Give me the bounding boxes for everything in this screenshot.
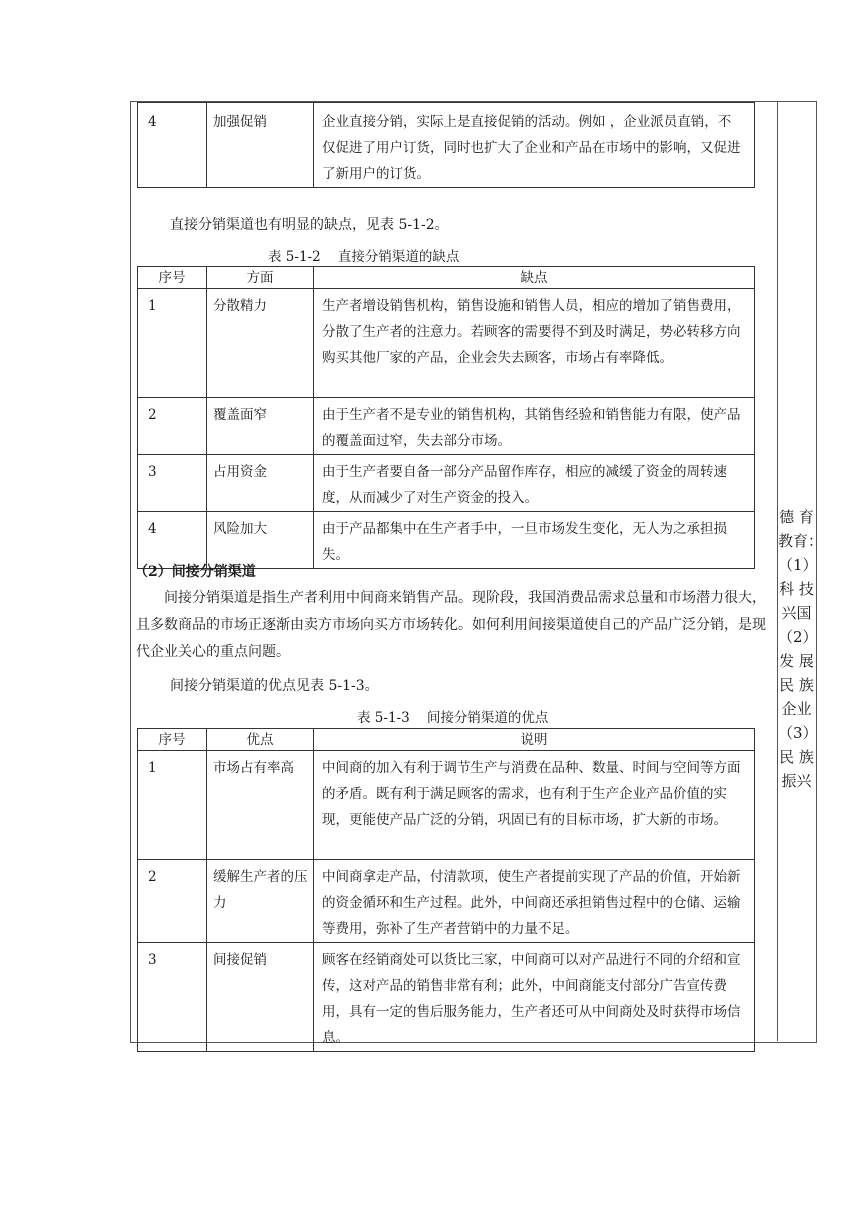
row-aspect: 间接促销 (207, 943, 314, 1052)
side-note-line: （1） (778, 556, 818, 574)
row-text: 由于产品都集中在生产者手中，一旦市场发生变化，无人为之承担损失。 (314, 512, 755, 569)
header-number: 序号 (138, 729, 207, 751)
row-text: 生产者增设销售机构，销售设施和销售人员，相应的增加了销售费用，分散了生产者的注意力。若顾客的需要得不到及时满足，势必转移方向购买其他厂家的产品，企业会失去顾客，市场占有率降低。 (314, 289, 755, 398)
row-text: 企业直接分销，实际上是直接促销的活动。例如 ，企业派员直销，不仅促进了用户订货，同时也扩大了企业和产品在市场中的影响，又促进了新用户的订货。 (314, 103, 755, 188)
table-direct-disadvantages (137, 266, 755, 569)
header-aspect: 优点 (207, 729, 314, 751)
row-aspect: 分散精力 (207, 289, 314, 398)
table-row (138, 751, 755, 860)
table-row (138, 103, 755, 188)
header-text: 说明 (314, 729, 755, 751)
row-text: 中间商拿走产品，付清款项，使生产者提前实现了产品的价值，开始新的资金循环和生产过程。此外，中间商还承担销售过程中的仓储、运输等费用，弥补了生产者营销中的力量不足。 (314, 860, 755, 943)
row-text: 由于生产者要自备一部分产品留作库存，相应的减缓了资金的周转速度，从而减少了对生产资金的投入。 (314, 455, 755, 512)
table2-caption: 表 5-1-2 直接分销渠道的缺点 (268, 249, 460, 265)
side-note-line: 科 技 (779, 580, 814, 598)
side-note-line: 德 育 (779, 508, 814, 526)
side-note-line: 民 族 (779, 748, 814, 766)
table-row (138, 398, 755, 455)
row-number: 3 (138, 943, 207, 1052)
side-note-line: （2） (778, 628, 818, 646)
header-aspect: 方面 (207, 267, 314, 289)
header-number: 序号 (138, 267, 207, 289)
header-text: 缺点 (314, 267, 755, 289)
side-note-line: （3） (778, 724, 818, 742)
table-indirect-advantages (137, 728, 755, 1052)
table-row (138, 455, 755, 512)
side-note-line: 教育： (778, 532, 824, 550)
row-aspect: 风险加大 (207, 512, 314, 569)
row-text: 由于生产者不是专业的销售机构，其销售经验和销售能力有限，使产品的覆盖面过窄，失去部分市场。 (314, 398, 755, 455)
side-note-line: 兴国 (781, 604, 812, 622)
paragraph-direct-disadvantages: 直接分销渠道也有明显的缺点，见表 5-1-2。 (170, 217, 449, 233)
table-row (138, 943, 755, 1052)
row-aspect: 缓解生产者的压力 (207, 860, 314, 943)
row-number: 2 (138, 860, 207, 943)
table-header-row (138, 267, 755, 289)
row-number: 1 (138, 751, 207, 860)
row-aspect: 市场占有率高 (207, 751, 314, 860)
table-row (138, 860, 755, 943)
row-number: 4 (138, 103, 207, 188)
table3-caption: 表 5-1-3 间接分销渠道的优点 (357, 710, 549, 726)
paragraph-indirect-channel: 间接分销渠道是指生产者利用中间商来销售产品。现阶段，我国消费品需求总量和市场潜力很大，且多数商品的市场正逐渐由卖方市场向买方市场转化。如何利用间接渠道使自己的产品广泛分销，是现代企业关心的重点问题。 (136, 590, 766, 660)
row-aspect: 加强促销 (207, 103, 314, 188)
row-number: 2 (138, 398, 207, 455)
row-aspect: 覆盖面窄 (207, 398, 314, 455)
section-heading-indirect: （2）间接分销渠道 (134, 564, 256, 580)
table-row (138, 512, 755, 569)
row-number: 1 (138, 289, 207, 398)
row-number: 3 (138, 455, 207, 512)
row-aspect: 占用资金 (207, 455, 314, 512)
table-row (138, 289, 755, 398)
side-note-line: 发 展 (779, 652, 814, 670)
side-note-line: 民 族 (779, 676, 814, 694)
side-note-line: 振兴 (781, 772, 812, 790)
row-text: 中间商的加入有利于调节生产与消费在品种、数量、时间与空间等方面的矛盾。既有利于满足顾客的需求，也有利于生产企业产品价值的实现，更能使产品广泛的分销，巩固已有的目标市场，扩大新的市场。 (314, 751, 755, 860)
row-number: 4 (138, 512, 207, 569)
side-note-moral-education (778, 505, 824, 793)
paragraph-indirect-advantages: 间接分销渠道的优点见表 5-1-3。 (170, 678, 379, 694)
row-text: 顾客在经销商处可以货比三家，中间商可以对产品进行不同的介绍和宣传，这对产品的销售非常有利；此外，中间商能支付部分广告宣传费用，具有一定的售后服务能力，生产者还可从中间商处及时获得市场信息。 (314, 943, 755, 1052)
table-header-row (138, 729, 755, 751)
table-direct-advantages-continued (137, 102, 755, 188)
side-note-line: 企业 (781, 700, 812, 718)
